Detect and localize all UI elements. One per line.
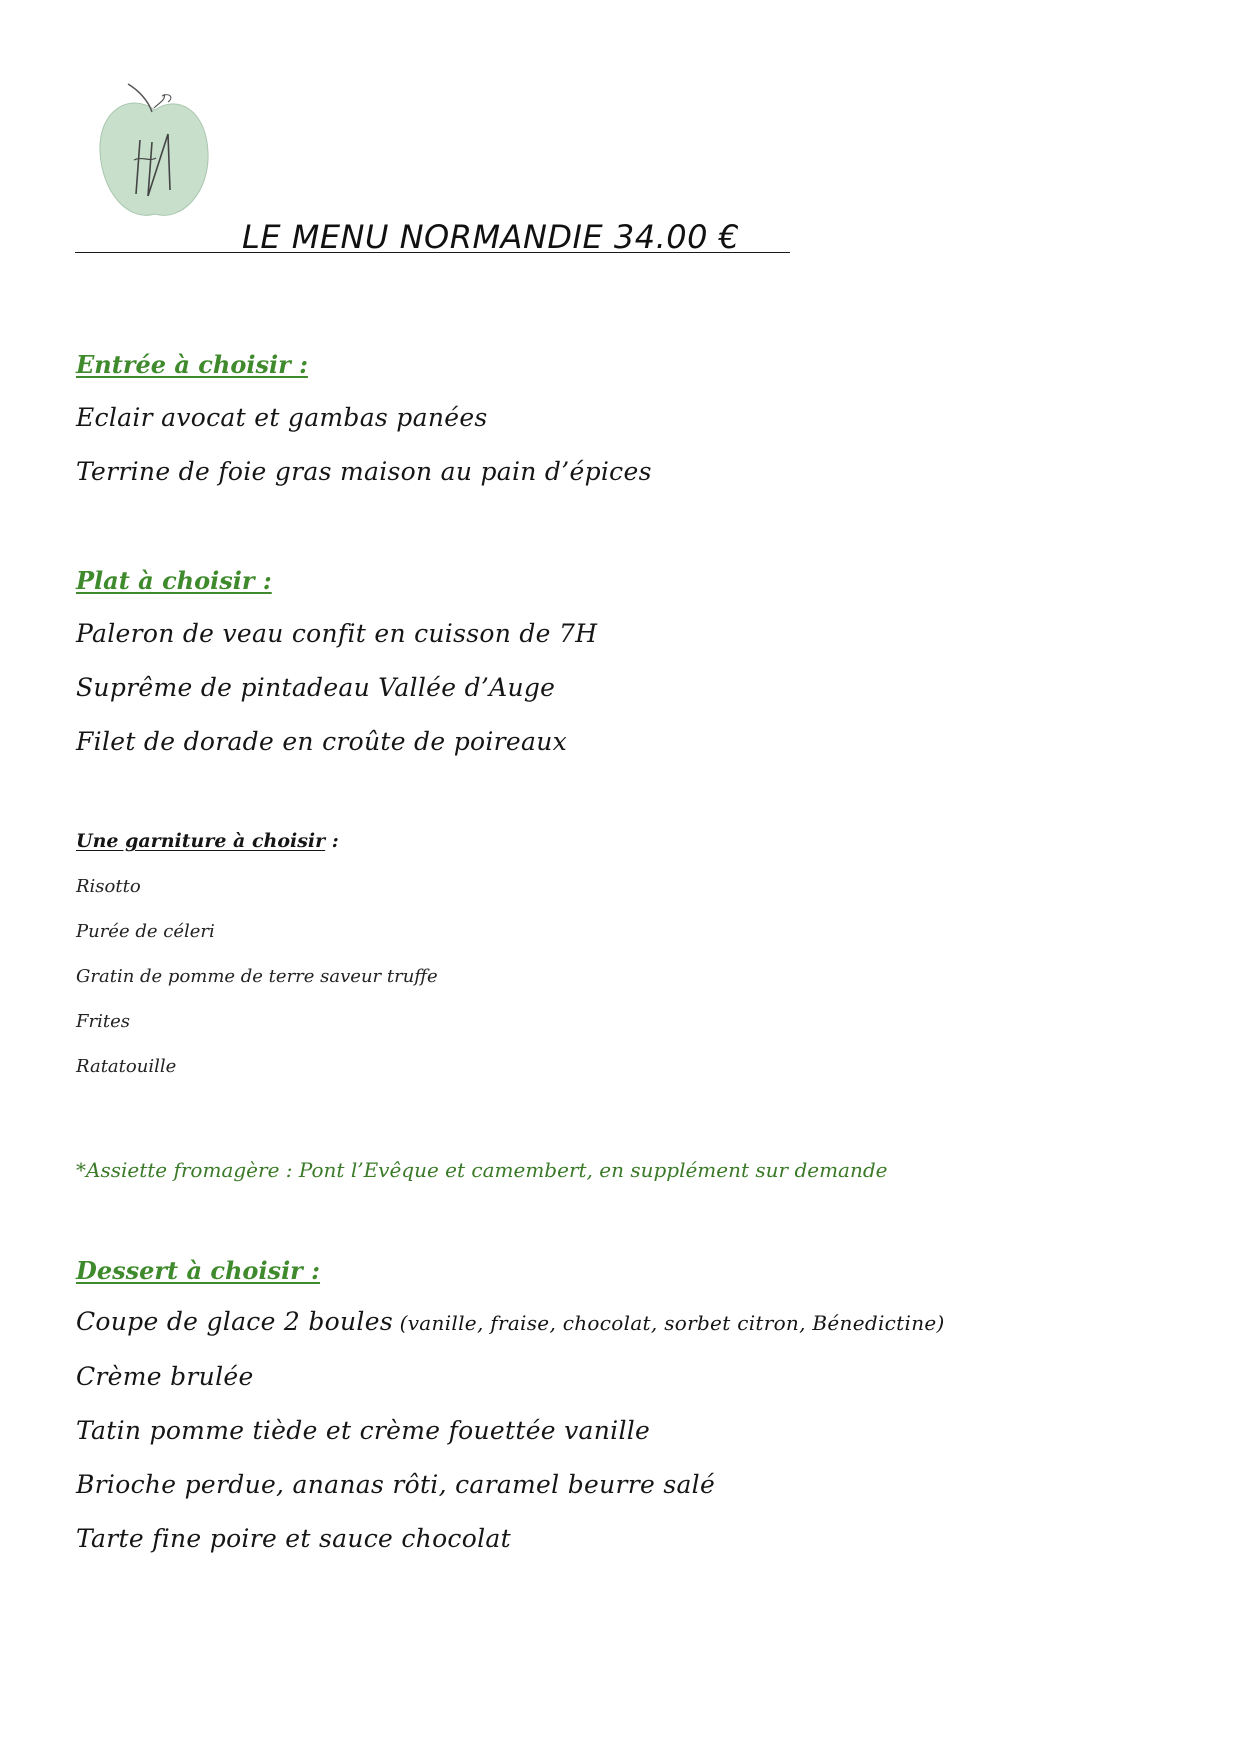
garniture-item: Risotto: [76, 876, 141, 897]
plat-item: Paleron de veau confit en cuisson de 7H: [76, 619, 598, 648]
garniture-item: Frites: [76, 1011, 130, 1032]
plat-item: Suprême de pintadeau Vallée d’Auge: [76, 673, 556, 702]
garniture-heading-label: Une garniture à choisir: [76, 830, 326, 852]
dessert-item: Crème brulée: [76, 1362, 254, 1391]
garniture-item: Gratin de pomme de terre saveur truffe: [76, 966, 438, 987]
garniture-item: Purée de céleri: [76, 921, 215, 942]
garniture-heading-suffix: :: [325, 830, 339, 852]
plat-item: Filet de dorade en croûte de poireaux: [76, 727, 568, 756]
dessert-item-label: Coupe de glace 2 boules: [76, 1307, 393, 1336]
apple-logo-icon: [90, 82, 220, 232]
dessert-item-detail: (vanille, fraise, chocolat, sorbet citron, Bénedictine): [392, 1311, 945, 1335]
dessert-heading: Dessert à choisir :: [76, 1256, 321, 1285]
dessert-item: Tatin pomme tiède et crème fouettée vanille: [76, 1416, 651, 1445]
garniture-item: Ratatouille: [76, 1056, 177, 1077]
dessert-item: Tarte fine poire et sauce chocolat: [76, 1524, 511, 1553]
entree-heading: Entrée à choisir :: [76, 350, 308, 379]
dessert-item: Brioche perdue, ananas rôti, caramel beurre salé: [76, 1470, 716, 1499]
plat-heading: Plat à choisir :: [76, 566, 272, 595]
title-underline: [75, 252, 790, 253]
entree-item: Eclair avocat et gambas panées: [76, 403, 488, 432]
cheese-note: *Assiette fromagère : Pont l’Evêque et camembert, en supplément sur demande: [76, 1158, 888, 1182]
garniture-heading: [76, 830, 339, 852]
dessert-item: [76, 1307, 945, 1336]
menu-title: LE MENU NORMANDIE 34.00 €: [242, 218, 740, 256]
entree-item: Terrine de foie gras maison au pain d’épices: [76, 457, 652, 486]
